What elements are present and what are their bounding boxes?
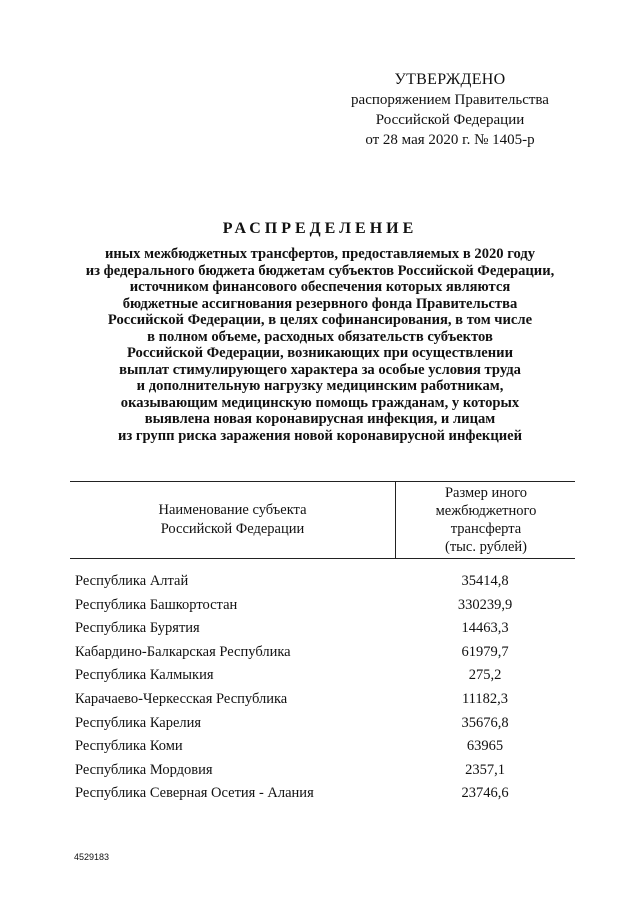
row-subject: Республика Мордовия xyxy=(75,761,213,778)
row-amount: 275,2 xyxy=(468,667,502,684)
document-code: 4529183 xyxy=(74,852,110,862)
table-row xyxy=(75,759,575,783)
table-row xyxy=(75,782,575,806)
subtitle-line: выплат стимулирующего характера за особые условия труда xyxy=(119,361,521,378)
row-subject: Кабардино-Балкарская Республика xyxy=(75,643,291,660)
table-body xyxy=(75,570,575,806)
table-row xyxy=(75,594,575,618)
row-subject: Республика Северная Осетия - Алания xyxy=(75,785,314,802)
header-amount-line: трансферта xyxy=(450,521,522,537)
row-subject: Республика Карелия xyxy=(75,714,202,731)
table-row xyxy=(75,570,575,594)
table-row xyxy=(75,617,575,641)
row-subject: Республика Калмыкия xyxy=(75,667,214,684)
subtitle-line: бюджетные ассигнования резервного фонда Правительства xyxy=(122,295,518,312)
table-row xyxy=(75,641,575,665)
table-row xyxy=(75,735,575,759)
approval-block xyxy=(330,70,570,150)
document-subtitle xyxy=(40,246,600,444)
header-amount-line: межбюджетного xyxy=(435,503,537,519)
approval-line-3: от 28 мая 2020 г. № 1405-р xyxy=(365,132,535,148)
subtitle-line: источником финансового обеспечения которых являются xyxy=(129,279,511,295)
row-amount: 63965 xyxy=(466,738,504,755)
subtitle-line: в полном объеме, расходных обязательств субъектов xyxy=(147,328,493,345)
row-subject: Республика Коми xyxy=(75,738,183,755)
subtitle-line: из федерального бюджета бюджетам субъектов Российской Федерации, xyxy=(85,262,555,279)
row-subject: Республика Бурятия xyxy=(75,620,200,637)
header-subject-name xyxy=(70,482,395,558)
table-row xyxy=(75,712,575,736)
header-subject-line: Наименование субъекта xyxy=(158,502,307,518)
subtitle-line: Российской Федерации, в целях софинансирования, в том числе xyxy=(107,312,533,328)
subtitle-line: Российской Федерации, возникающих при осуществлении xyxy=(126,345,513,361)
table-header xyxy=(70,481,575,559)
header-amount-line: (тыс. рублей) xyxy=(445,539,527,555)
row-amount: 14463,3 xyxy=(461,620,509,637)
row-amount: 61979,7 xyxy=(461,643,509,660)
row-amount: 11182,3 xyxy=(461,690,509,707)
approval-line-1: распоряжением Правительства xyxy=(351,92,549,108)
subtitle-line: оказывающим медицинскую помощь гражданам, у которых xyxy=(120,394,520,411)
table-row xyxy=(75,664,575,688)
header-amount-line: Размер иного xyxy=(444,485,528,501)
approval-stamp: УТВЕРЖДЕНО xyxy=(394,71,506,88)
row-amount: 35414,8 xyxy=(461,573,509,589)
subtitle-line: иных межбюджетных трансфертов, предоставляемых в 2020 году xyxy=(104,246,536,262)
row-subject: Карачаево-Черкесская Республика xyxy=(75,690,288,707)
row-amount: 2357,1 xyxy=(465,761,505,778)
row-amount: 35676,8 xyxy=(461,714,509,731)
table-row xyxy=(75,688,575,712)
header-subject-line: Российской Федерации xyxy=(160,521,305,537)
approval-line-2: Российской Федерации xyxy=(375,112,525,128)
subtitle-line: и дополнительную нагрузку медицинским работникам, xyxy=(136,378,504,394)
header-transfer-amount xyxy=(395,482,576,558)
document-title: РАСПРЕДЕЛЕНИЕ xyxy=(222,220,418,237)
subtitle-line: из групп риска заражения новой коронавирусной инфекцией xyxy=(117,427,523,444)
row-amount: 330239,9 xyxy=(457,596,513,613)
row-subject: Республика Башкортостан xyxy=(75,596,238,613)
row-amount: 23746,6 xyxy=(461,785,509,802)
subtitle-line: выявлена новая коронавирусная инфекция, и лицам xyxy=(144,411,496,427)
row-subject: Республика Алтай xyxy=(75,573,189,589)
